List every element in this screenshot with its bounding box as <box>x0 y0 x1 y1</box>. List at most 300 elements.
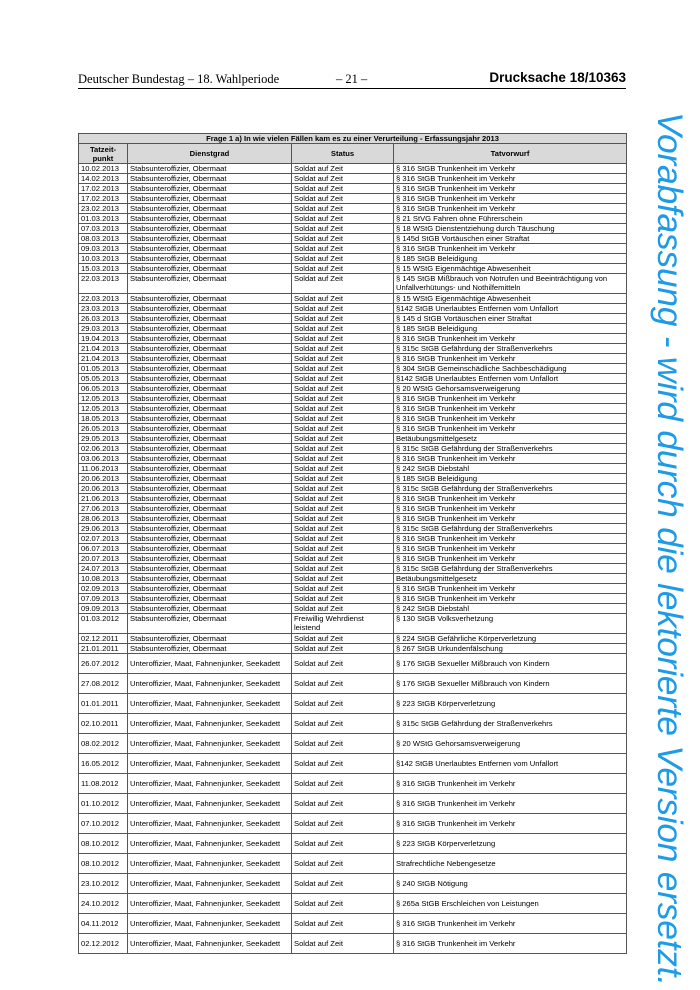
table-row <box>79 574 627 584</box>
cell-offense: § 316 StGB Trunkenheit im Verkehr <box>394 514 627 524</box>
cell-date: 01.03.2012 <box>79 614 128 634</box>
cell-rank: Unteroffizier, Maat, Fahnenjunker, Seekadett <box>128 654 292 674</box>
table-row <box>79 554 627 564</box>
cell-status: Soldat auf Zeit <box>292 434 394 444</box>
cell-status: Soldat auf Zeit <box>292 384 394 394</box>
watermark-text: Vorabfassung - wird durch die lektorierte Version ersetzt. <box>650 112 690 986</box>
cell-date: 17.02.2013 <box>79 184 128 194</box>
cell-status: Soldat auf Zeit <box>292 244 394 254</box>
cell-rank: Stabsunteroffizier, Obermaat <box>128 234 292 244</box>
cell-rank: Unteroffizier, Maat, Fahnenjunker, Seekadett <box>128 774 292 794</box>
cell-rank: Stabsunteroffizier, Obermaat <box>128 314 292 324</box>
table-row <box>79 304 627 314</box>
cell-rank: Stabsunteroffizier, Obermaat <box>128 414 292 424</box>
cell-offense: § 15 WStG Eigenmächtige Abwesenheit <box>394 264 627 274</box>
cell-rank: Unteroffizier, Maat, Fahnenjunker, Seekadett <box>128 794 292 814</box>
cell-date: 05.05.2013 <box>79 374 128 384</box>
cell-rank: Stabsunteroffizier, Obermaat <box>128 554 292 564</box>
table-row <box>79 394 627 404</box>
cell-status: Soldat auf Zeit <box>292 564 394 574</box>
cell-date: 02.12.2012 <box>79 934 128 954</box>
cell-offense: § 265a StGB Erschleichen von Leistungen <box>394 894 627 914</box>
cell-offense: § 316 StGB Trunkenheit im Verkehr <box>394 814 627 834</box>
cell-status: Soldat auf Zeit <box>292 714 394 734</box>
cell-offense: § 267 StGB Urkundenfälschung <box>394 644 627 654</box>
cell-status: Soldat auf Zeit <box>292 254 394 264</box>
cell-rank: Stabsunteroffizier, Obermaat <box>128 464 292 474</box>
cell-date: 11.06.2013 <box>79 464 128 474</box>
cell-rank: Stabsunteroffizier, Obermaat <box>128 544 292 554</box>
cell-offense: § 316 StGB Trunkenheit im Verkehr <box>394 594 627 604</box>
cell-status: Soldat auf Zeit <box>292 374 394 384</box>
watermark <box>650 112 700 986</box>
table-row <box>79 934 627 954</box>
cell-rank: Stabsunteroffizier, Obermaat <box>128 254 292 264</box>
cell-rank: Stabsunteroffizier, Obermaat <box>128 174 292 184</box>
cell-date: 29.03.2013 <box>79 324 128 334</box>
table-row <box>79 434 627 444</box>
cell-offense: § 185 StGB Beleidigung <box>394 324 627 334</box>
cell-offense: § 315c StGB Gefährdung der Straßenverkehrs <box>394 444 627 454</box>
cell-rank: Stabsunteroffizier, Obermaat <box>128 264 292 274</box>
table-row <box>79 414 627 424</box>
table-row <box>79 294 627 304</box>
cell-rank: Stabsunteroffizier, Obermaat <box>128 644 292 654</box>
cell-status: Soldat auf Zeit <box>292 174 394 184</box>
cell-rank: Stabsunteroffizier, Obermaat <box>128 364 292 374</box>
cell-offense: § 176 StGB Sexueller Mißbrauch von Kindern <box>394 654 627 674</box>
cell-offense: § 315c StGB Gefährdung der Straßenverkehrs <box>394 484 627 494</box>
cell-status: Soldat auf Zeit <box>292 544 394 554</box>
cell-date: 06.05.2013 <box>79 384 128 394</box>
cell-date: 17.02.2013 <box>79 194 128 204</box>
cell-status: Soldat auf Zeit <box>292 214 394 224</box>
cell-date: 07.03.2013 <box>79 224 128 234</box>
cell-status: Soldat auf Zeit <box>292 484 394 494</box>
table-row <box>79 164 627 174</box>
cell-offense: § 316 StGB Trunkenheit im Verkehr <box>394 194 627 204</box>
cell-date: 08.03.2013 <box>79 234 128 244</box>
cell-rank: Stabsunteroffizier, Obermaat <box>128 334 292 344</box>
cell-offense: § 242 StGB Diebstahl <box>394 604 627 614</box>
cell-rank: Stabsunteroffizier, Obermaat <box>128 474 292 484</box>
cell-rank: Stabsunteroffizier, Obermaat <box>128 484 292 494</box>
cell-rank: Stabsunteroffizier, Obermaat <box>128 514 292 524</box>
cell-offense: Betäubungsmittelgesetz <box>394 574 627 584</box>
cell-date: 10.03.2013 <box>79 254 128 264</box>
table-row <box>79 404 627 414</box>
cell-rank: Stabsunteroffizier, Obermaat <box>128 244 292 254</box>
cell-status: Soldat auf Zeit <box>292 464 394 474</box>
cell-rank: Stabsunteroffizier, Obermaat <box>128 354 292 364</box>
cell-status: Soldat auf Zeit <box>292 304 394 314</box>
cell-offense: §142 StGB Unerlaubtes Entfernen vom Unfallort <box>394 754 627 774</box>
table-row <box>79 594 627 604</box>
cell-rank: Unteroffizier, Maat, Fahnenjunker, Seekadett <box>128 714 292 734</box>
table-row <box>79 534 627 544</box>
cell-offense: §142 StGB Unerlaubtes Entfernen vom Unfallort <box>394 374 627 384</box>
table-row <box>79 444 627 454</box>
cell-offense: Strafrechtliche Nebengesetze <box>394 854 627 874</box>
cell-offense: § 145d StGB Vortäuschen einer Straftat <box>394 234 627 244</box>
cell-rank: Stabsunteroffizier, Obermaat <box>128 274 292 294</box>
cell-rank: Stabsunteroffizier, Obermaat <box>128 534 292 544</box>
header-rule <box>78 88 626 89</box>
cell-offense: § 316 StGB Trunkenheit im Verkehr <box>394 774 627 794</box>
table-row <box>79 224 627 234</box>
cell-date: 24.10.2012 <box>79 894 128 914</box>
cell-rank: Stabsunteroffizier, Obermaat <box>128 434 292 444</box>
cell-date: 27.06.2013 <box>79 504 128 514</box>
cell-rank: Stabsunteroffizier, Obermaat <box>128 194 292 204</box>
table-row <box>79 774 627 794</box>
cell-rank: Stabsunteroffizier, Obermaat <box>128 304 292 314</box>
cell-rank: Stabsunteroffizier, Obermaat <box>128 444 292 454</box>
table-row <box>79 494 627 504</box>
cell-offense: § 316 StGB Trunkenheit im Verkehr <box>394 354 627 364</box>
cell-date: 01.03.2013 <box>79 214 128 224</box>
table-row <box>79 274 627 294</box>
cell-date: 29.06.2013 <box>79 524 128 534</box>
table-row <box>79 714 627 734</box>
cell-status: Soldat auf Zeit <box>292 194 394 204</box>
cell-rank: Stabsunteroffizier, Obermaat <box>128 614 292 634</box>
cell-status: Soldat auf Zeit <box>292 754 394 774</box>
cell-date: 01.10.2012 <box>79 794 128 814</box>
table-row <box>79 794 627 814</box>
cell-offense: § 145 StGB Mißbrauch von Notrufen und Beeinträchtigung von Unfallverhütungs- und Nothilfemitteln <box>394 274 627 294</box>
document-number-value: 10363 <box>588 70 626 85</box>
cell-date: 28.06.2013 <box>79 514 128 524</box>
table-row <box>79 734 627 754</box>
cell-date: 10.08.2013 <box>79 574 128 584</box>
cell-status: Soldat auf Zeit <box>292 814 394 834</box>
cell-date: 26.07.2012 <box>79 654 128 674</box>
cell-rank: Unteroffizier, Maat, Fahnenjunker, Seekadett <box>128 814 292 834</box>
table-row <box>79 614 627 634</box>
cell-date: 21.06.2013 <box>79 494 128 504</box>
cell-rank: Stabsunteroffizier, Obermaat <box>128 564 292 574</box>
table-row <box>79 854 627 874</box>
table-row <box>79 244 627 254</box>
cell-offense: § 316 StGB Trunkenheit im Verkehr <box>394 914 627 934</box>
cell-offense: § 316 StGB Trunkenheit im Verkehr <box>394 174 627 184</box>
cell-date: 27.08.2012 <box>79 674 128 694</box>
cell-rank: Stabsunteroffizier, Obermaat <box>128 504 292 514</box>
cell-date: 21.01.2011 <box>79 644 128 654</box>
cell-date: 08.10.2012 <box>79 854 128 874</box>
table-row <box>79 914 627 934</box>
cell-status: Soldat auf Zeit <box>292 404 394 414</box>
cell-date: 14.02.2013 <box>79 174 128 184</box>
table-row <box>79 424 627 434</box>
cell-status: Soldat auf Zeit <box>292 874 394 894</box>
cell-offense: § 21 StVG Fahren ohne Führerschein <box>394 214 627 224</box>
cell-date: 16.05.2012 <box>79 754 128 774</box>
cell-date: 11.08.2012 <box>79 774 128 794</box>
cell-offense: § 316 StGB Trunkenheit im Verkehr <box>394 414 627 424</box>
table-row <box>79 634 627 644</box>
cell-status: Soldat auf Zeit <box>292 504 394 514</box>
cell-offense: § 316 StGB Trunkenheit im Verkehr <box>394 424 627 434</box>
cell-rank: Stabsunteroffizier, Obermaat <box>128 424 292 434</box>
cell-status: Soldat auf Zeit <box>292 934 394 954</box>
cell-date: 02.09.2013 <box>79 584 128 594</box>
cell-offense: § 316 StGB Trunkenheit im Verkehr <box>394 334 627 344</box>
cell-date: 23.10.2012 <box>79 874 128 894</box>
table-row <box>79 504 627 514</box>
cell-status: Soldat auf Zeit <box>292 594 394 604</box>
table-row <box>79 484 627 494</box>
cell-date: 23.03.2013 <box>79 304 128 314</box>
cell-date: 21.04.2013 <box>79 344 128 354</box>
cell-offense: § 316 StGB Trunkenheit im Verkehr <box>394 204 627 214</box>
cell-offense: § 316 StGB Trunkenheit im Verkehr <box>394 164 627 174</box>
cell-rank: Stabsunteroffizier, Obermaat <box>128 454 292 464</box>
page-number: – 21 – <box>336 72 368 86</box>
convictions-table <box>78 133 627 954</box>
table-row <box>79 264 627 274</box>
cell-rank: Unteroffizier, Maat, Fahnenjunker, Seekadett <box>128 694 292 714</box>
cell-status: Soldat auf Zeit <box>292 234 394 244</box>
cell-date: 26.03.2013 <box>79 314 128 324</box>
cell-date: 02.12.2011 <box>79 634 128 644</box>
table-row <box>79 754 627 774</box>
cell-offense: § 315c StGB Gefährdung der Straßenverkehrs <box>394 714 627 734</box>
document-number-label: Drucksache 18/ <box>489 70 589 85</box>
cell-status: Soldat auf Zeit <box>292 324 394 334</box>
table-row <box>79 564 627 574</box>
cell-offense: § 316 StGB Trunkenheit im Verkehr <box>394 494 627 504</box>
table-row <box>79 174 627 184</box>
cell-offense: § 316 StGB Trunkenheit im Verkehr <box>394 404 627 414</box>
cell-status: Soldat auf Zeit <box>292 914 394 934</box>
cell-offense: § 316 StGB Trunkenheit im Verkehr <box>394 934 627 954</box>
cell-offense: § 20 WStG Gehorsamsverweigerung <box>394 734 627 754</box>
cell-date: 06.07.2013 <box>79 544 128 554</box>
document-number <box>489 70 626 85</box>
cell-offense: § 316 StGB Trunkenheit im Verkehr <box>394 554 627 564</box>
cell-date: 26.05.2013 <box>79 424 128 434</box>
column-header-status: Status <box>292 144 394 164</box>
table-row <box>79 524 627 534</box>
cell-status: Soldat auf Zeit <box>292 364 394 374</box>
cell-status: Soldat auf Zeit <box>292 294 394 304</box>
cell-date: 29.05.2013 <box>79 434 128 444</box>
cell-offense: § 315c StGB Gefährdung der Straßenverkehrs <box>394 564 627 574</box>
parliament-title: Deutscher Bundestag – 18. Wahlperiode <box>78 72 280 86</box>
cell-offense: § 316 StGB Trunkenheit im Verkehr <box>394 544 627 554</box>
table-row <box>79 184 627 194</box>
cell-status: Soldat auf Zeit <box>292 494 394 504</box>
cell-date: 02.07.2013 <box>79 534 128 544</box>
cell-status: Soldat auf Zeit <box>292 414 394 424</box>
cell-date: 15.03.2013 <box>79 264 128 274</box>
cell-offense: § 316 StGB Trunkenheit im Verkehr <box>394 394 627 404</box>
cell-rank: Unteroffizier, Maat, Fahnenjunker, Seekadett <box>128 754 292 774</box>
cell-date: 02.10.2011 <box>79 714 128 734</box>
table-row <box>79 324 627 334</box>
cell-offense: § 316 StGB Trunkenheit im Verkehr <box>394 534 627 544</box>
cell-status: Soldat auf Zeit <box>292 734 394 754</box>
cell-status: Soldat auf Zeit <box>292 424 394 434</box>
cell-date: 20.06.2013 <box>79 474 128 484</box>
table-row <box>79 374 627 384</box>
cell-status: Soldat auf Zeit <box>292 584 394 594</box>
cell-date: 19.04.2013 <box>79 334 128 344</box>
table-row <box>79 354 627 364</box>
cell-offense: Betäubungsmittelgesetz <box>394 434 627 444</box>
cell-status: Soldat auf Zeit <box>292 794 394 814</box>
cell-offense: § 242 StGB Diebstahl <box>394 464 627 474</box>
table-row <box>79 894 627 914</box>
cell-rank: Unteroffizier, Maat, Fahnenjunker, Seekadett <box>128 874 292 894</box>
cell-status: Soldat auf Zeit <box>292 654 394 674</box>
page-header <box>78 70 626 94</box>
cell-rank: Stabsunteroffizier, Obermaat <box>128 184 292 194</box>
cell-date: 21.04.2013 <box>79 354 128 364</box>
cell-date: 22.03.2013 <box>79 274 128 294</box>
cell-offense: § 316 StGB Trunkenheit im Verkehr <box>394 244 627 254</box>
table-row <box>79 334 627 344</box>
cell-rank: Unteroffizier, Maat, Fahnenjunker, Seekadett <box>128 934 292 954</box>
cell-offense: § 315c StGB Gefährdung der Straßenverkehrs <box>394 524 627 534</box>
cell-status: Soldat auf Zeit <box>292 274 394 294</box>
table-row <box>79 544 627 554</box>
cell-offense: § 316 StGB Trunkenheit im Verkehr <box>394 454 627 464</box>
cell-date: 23.02.2013 <box>79 204 128 214</box>
cell-offense: § 304 StGB Gemeinschädliche Sachbeschädigung <box>394 364 627 374</box>
cell-date: 24.07.2013 <box>79 564 128 574</box>
cell-status: Soldat auf Zeit <box>292 574 394 584</box>
cell-offense: § 130 StGB Volksverhetzung <box>394 614 627 634</box>
table-row <box>79 474 627 484</box>
cell-offense: § 316 StGB Trunkenheit im Verkehr <box>394 794 627 814</box>
cell-date: 01.05.2013 <box>79 364 128 374</box>
cell-date: 12.05.2013 <box>79 394 128 404</box>
cell-status: Soldat auf Zeit <box>292 774 394 794</box>
cell-status: Soldat auf Zeit <box>292 164 394 174</box>
cell-offense: § 316 StGB Trunkenheit im Verkehr <box>394 504 627 514</box>
cell-rank: Stabsunteroffizier, Obermaat <box>128 594 292 604</box>
cell-date: 09.03.2013 <box>79 244 128 254</box>
cell-status: Soldat auf Zeit <box>292 534 394 544</box>
table-row <box>79 254 627 264</box>
cell-status: Soldat auf Zeit <box>292 334 394 344</box>
cell-status: Soldat auf Zeit <box>292 554 394 564</box>
cell-date: 01.01.2011 <box>79 694 128 714</box>
cell-status: Soldat auf Zeit <box>292 694 394 714</box>
cell-rank: Unteroffizier, Maat, Fahnenjunker, Seekadett <box>128 674 292 694</box>
table-row <box>79 194 627 204</box>
cell-date: 07.10.2012 <box>79 814 128 834</box>
cell-offense: § 315c StGB Gefährdung der Straßenverkehrs <box>394 344 627 354</box>
cell-status: Soldat auf Zeit <box>292 514 394 524</box>
cell-date: 10.02.2013 <box>79 164 128 174</box>
cell-date: 20.07.2013 <box>79 554 128 564</box>
table-row <box>79 584 627 594</box>
cell-date: 20.06.2013 <box>79 484 128 494</box>
cell-rank: Stabsunteroffizier, Obermaat <box>128 634 292 644</box>
cell-rank: Unteroffizier, Maat, Fahnenjunker, Seekadett <box>128 854 292 874</box>
cell-offense: § 185 StGB Beleidigung <box>394 254 627 264</box>
cell-offense: § 223 StGB Körperverletzung <box>394 834 627 854</box>
table-row <box>79 344 627 354</box>
table-row <box>79 464 627 474</box>
cell-status: Soldat auf Zeit <box>292 184 394 194</box>
table-row <box>79 314 627 324</box>
cell-date: 02.06.2013 <box>79 444 128 454</box>
cell-date: 22.03.2013 <box>79 294 128 304</box>
cell-rank: Stabsunteroffizier, Obermaat <box>128 204 292 214</box>
table-row <box>79 694 627 714</box>
column-header-date: Tatzeit-punkt <box>79 144 128 164</box>
cell-offense: § 224 StGB Gefährliche Körperverletzung <box>394 634 627 644</box>
table-row <box>79 814 627 834</box>
cell-offense: § 145 d StGB Vortäuschen einer Straftat <box>394 314 627 324</box>
cell-rank: Stabsunteroffizier, Obermaat <box>128 394 292 404</box>
cell-rank: Stabsunteroffizier, Obermaat <box>128 584 292 594</box>
table-row <box>79 654 627 674</box>
table-row <box>79 214 627 224</box>
cell-date: 08.02.2012 <box>79 734 128 754</box>
cell-status: Soldat auf Zeit <box>292 444 394 454</box>
cell-rank: Stabsunteroffizier, Obermaat <box>128 494 292 504</box>
cell-status: Soldat auf Zeit <box>292 454 394 464</box>
cell-rank: Stabsunteroffizier, Obermaat <box>128 524 292 534</box>
cell-status: Soldat auf Zeit <box>292 834 394 854</box>
table-row <box>79 234 627 244</box>
table-row <box>79 644 627 654</box>
cell-date: 04.11.2012 <box>79 914 128 934</box>
cell-status: Soldat auf Zeit <box>292 394 394 404</box>
cell-rank: Stabsunteroffizier, Obermaat <box>128 294 292 304</box>
cell-status: Soldat auf Zeit <box>292 524 394 534</box>
table-row <box>79 364 627 374</box>
cell-status: Soldat auf Zeit <box>292 344 394 354</box>
table-row <box>79 514 627 524</box>
cell-status: Soldat auf Zeit <box>292 474 394 484</box>
cell-rank: Stabsunteroffizier, Obermaat <box>128 164 292 174</box>
table-row <box>79 674 627 694</box>
cell-status: Soldat auf Zeit <box>292 224 394 234</box>
cell-offense: § 316 StGB Trunkenheit im Verkehr <box>394 584 627 594</box>
table-row <box>79 834 627 854</box>
cell-status: Soldat auf Zeit <box>292 644 394 654</box>
table-row <box>79 384 627 394</box>
cell-date: 08.10.2012 <box>79 834 128 854</box>
cell-rank: Stabsunteroffizier, Obermaat <box>128 374 292 384</box>
table-title: Frage 1 a) In wie vielen Fällen kam es zu einer Verurteilung - Erfassungsjahr 2013 <box>79 134 627 144</box>
cell-rank: Unteroffizier, Maat, Fahnenjunker, Seekadett <box>128 894 292 914</box>
table-row <box>79 454 627 464</box>
cell-date: 09.09.2013 <box>79 604 128 614</box>
cell-rank: Unteroffizier, Maat, Fahnenjunker, Seekadett <box>128 734 292 754</box>
cell-rank: Stabsunteroffizier, Obermaat <box>128 224 292 234</box>
table-body <box>79 164 627 954</box>
column-header-rank: Dienstgrad <box>128 144 292 164</box>
cell-rank: Unteroffizier, Maat, Fahnenjunker, Seekadett <box>128 834 292 854</box>
cell-offense: § 176 StGB Sexueller Mißbrauch von Kindern <box>394 674 627 694</box>
cell-date: 12.05.2013 <box>79 404 128 414</box>
cell-rank: Stabsunteroffizier, Obermaat <box>128 604 292 614</box>
column-header-offense: Tatvorwurf <box>394 144 627 164</box>
cell-offense: § 240 StGB Nötigung <box>394 874 627 894</box>
cell-offense: § 223 StGB Körperverletzung <box>394 694 627 714</box>
cell-status: Soldat auf Zeit <box>292 674 394 694</box>
table-row <box>79 604 627 614</box>
cell-rank: Stabsunteroffizier, Obermaat <box>128 324 292 334</box>
